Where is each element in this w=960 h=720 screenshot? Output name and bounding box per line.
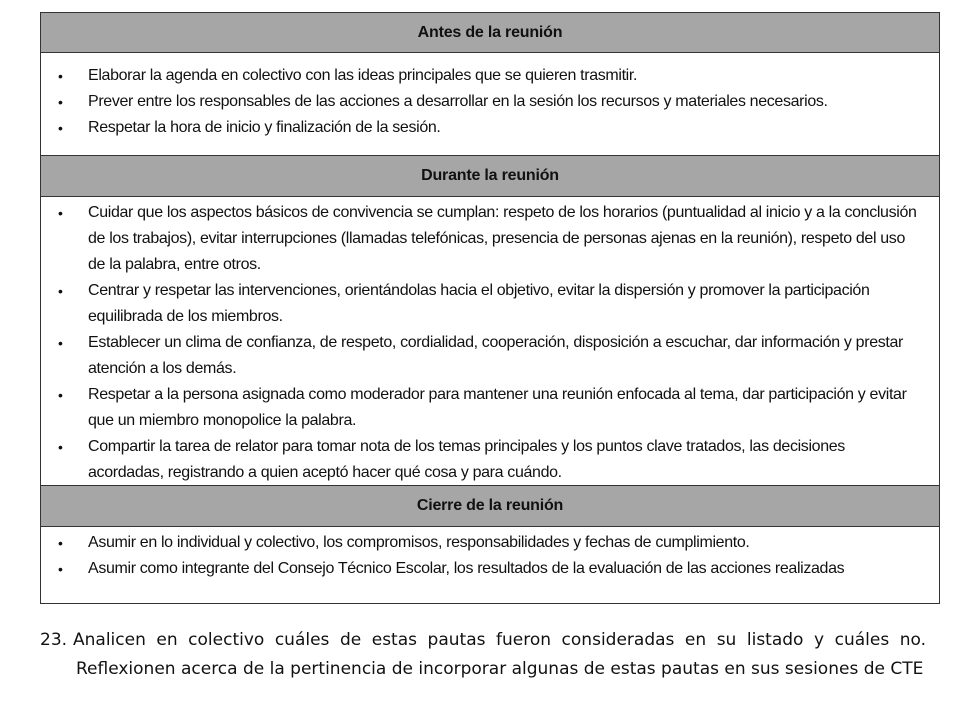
list-item: • Respetar la hora de inicio y finalización de la sesión. [41, 115, 939, 141]
bullet-icon: • [58, 283, 63, 299]
list-item: • Asumir como integrante del Consejo Técnico Escolar, los resultados de la evaluación de las acciones realizadas [41, 556, 939, 582]
bullet-icon: • [58, 439, 63, 455]
section-title: Antes de la reunión [417, 23, 563, 41]
list-item: • Asumir en lo individual y colectivo, los compromisos, responsabilidades y fechas de cumplimiento. [41, 530, 939, 556]
section-header-antes [41, 13, 939, 53]
list-item: • Elaborar la agenda en colectivo con las ideas principales que se quieren trasmitir. [41, 63, 939, 89]
bullet-icon: • [58, 561, 63, 577]
question-23 [40, 626, 926, 684]
bullet-icon: • [58, 535, 63, 551]
section-title: Durante la reunión [421, 167, 559, 184]
list-item: • Establecer un clima de confianza, de respeto, cordialidad, cooperación, disposición a escuchar, dar información y prestar atención a los demás. [41, 330, 939, 382]
list-item: • Centrar y respetar las intervenciones, orientándolas hacia el objetivo, evitar la dispersión y promover la participación equilibrada de los miembros. [41, 278, 939, 330]
section-body-antes [41, 53, 939, 156]
bullet-icon: • [58, 205, 63, 221]
list-item: • Respetar a la persona asignada como moderador para mantener una reunión enfocada al tema, dar participación y evitar que un miembro monopolice la palabra. [41, 382, 939, 434]
guidelines-table [40, 12, 940, 604]
section-header-durante [41, 156, 939, 197]
bullet-list [41, 63, 939, 141]
bullet-icon: • [58, 387, 63, 403]
section-body-durante [41, 197, 939, 486]
bullet-icon: • [58, 120, 63, 136]
section-title: Cierre de la reunión [416, 497, 564, 514]
bullet-list [41, 530, 939, 582]
bullet-icon: • [58, 335, 63, 351]
list-item: • Prever entre los responsables de las acciones a desarrollar en la sesión los recursos y materiales necesarios. [41, 89, 939, 115]
bullet-list [41, 200, 939, 486]
bullet-icon: • [58, 94, 63, 110]
section-header-cierre [41, 486, 939, 527]
section-body-cierre [41, 527, 939, 604]
question-number: 23. [40, 630, 68, 650]
question-text: Analicen en colectivo cuáles de estas pautas fueron consideradas en su listado y cuáles no. Reflexionen acerca de la pertinencia de incorporar algunas de estas pautas en sus sesiones de CTE [73, 630, 926, 679]
bullet-icon: • [58, 68, 63, 84]
list-item: • Cuidar que los aspectos básicos de convivencia se cumplan: respeto de los horarios (puntualidad al inicio y a la conclusión de los trabajos), evitar interrupciones (llamadas telefónicas, presencia de personas ajenas en la reunión), respeto del uso de la palabra, entre otros. [41, 200, 939, 278]
list-item: • Compartir la tarea de relator para tomar nota de los temas principales y los puntos clave tratados, las decisiones acordadas, registrando a quien aceptó hacer qué cosa y para cuándo. [41, 434, 939, 486]
